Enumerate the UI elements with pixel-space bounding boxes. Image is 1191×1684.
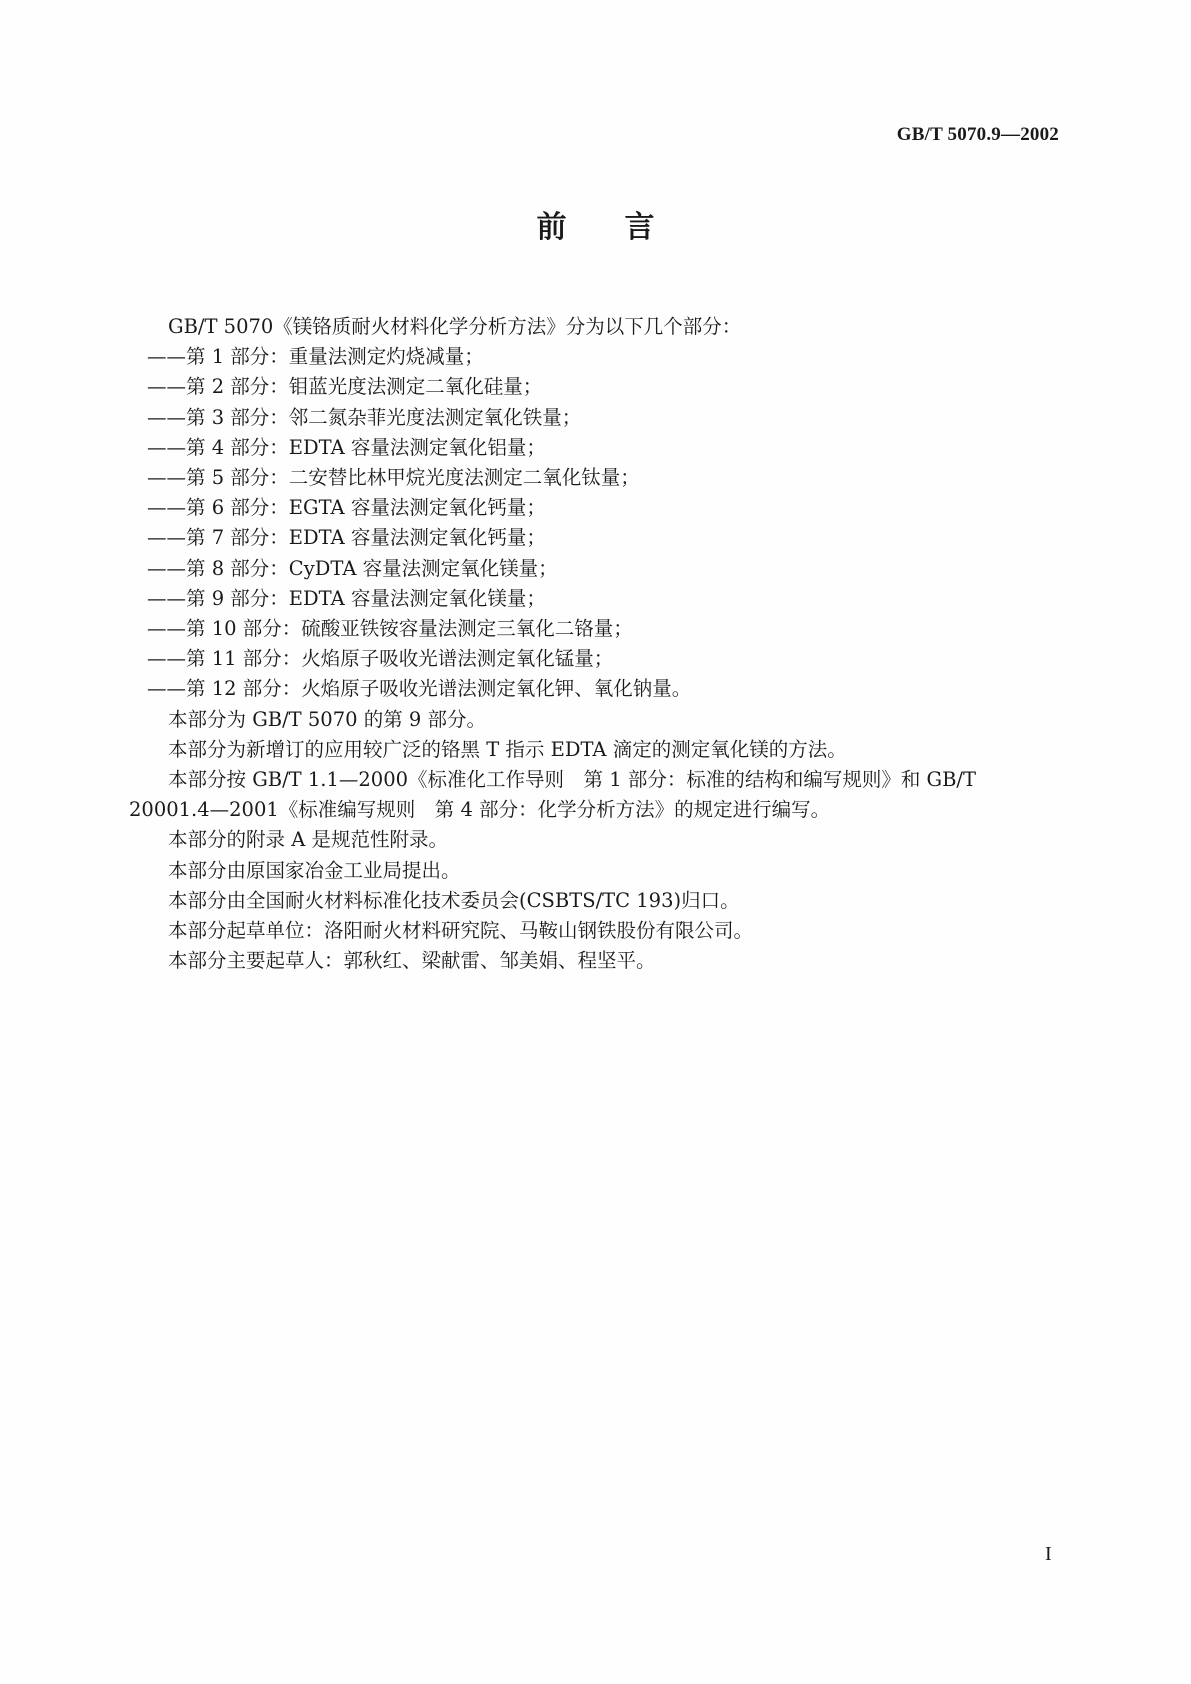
page-title: 前言 bbox=[536, 210, 713, 245]
list-item-part-8: ——第 8 部分：CyDTA 容量法测定氧化镁量； bbox=[147, 556, 558, 580]
list-item-part-4: ——第 4 部分：EDTA 容量法测定氧化铝量； bbox=[147, 435, 546, 459]
list-item-part-3: ——第 3 部分：邻二氮杂菲光度法测定氧化铁量； bbox=[147, 405, 582, 429]
paragraph-drafters: 本部分主要起草人：郭秋红、梁献雷、邹美娟、程坚平。 bbox=[168, 949, 656, 973]
list-item-part-10: ——第 10 部分：硫酸亚铁铵容量法测定三氧化二铬量； bbox=[147, 617, 633, 641]
paragraph-committee: 本部分由全国耐火材料标准化技术委员会(CSBTS/TC 193)归口。 bbox=[168, 888, 740, 912]
paragraph-annex: 本部分的附录 A 是规范性附录。 bbox=[168, 828, 448, 852]
list-item-part-11: ——第 11 部分：火焰原子吸收光谱法测定氧化锰量； bbox=[147, 647, 614, 671]
page-number: I bbox=[1045, 1543, 1052, 1565]
foreword-body bbox=[129, 312, 1048, 976]
standard-code: GB/T 5070.9—2002 bbox=[896, 124, 1059, 145]
list-item-part-12: ——第 12 部分：火焰原子吸收光谱法测定氧化钾、氧化钠量。 bbox=[147, 677, 692, 701]
paragraph-method-description: 本部分为新增订的应用较广泛的铬黑 T 指示 EDTA 滴定的测定氧化镁的方法。 bbox=[168, 737, 847, 761]
intro-paragraph: GB/T 5070《镁铬质耐火材料化学分析方法》分为以下几个部分： bbox=[168, 315, 742, 338]
paragraph-proposer: 本部分由原国家冶金工业局提出。 bbox=[168, 858, 461, 882]
list-item-part-5: ——第 5 部分：二安替比林甲烷光度法测定二氧化钛量； bbox=[147, 466, 640, 490]
list-item-part-7: ——第 7 部分：EDTA 容量法测定氧化钙量； bbox=[147, 526, 546, 550]
list-item-part-9: ——第 9 部分：EDTA 容量法测定氧化镁量； bbox=[147, 586, 546, 610]
list-item-part-1: ——第 1 部分：重量法测定灼烧减量； bbox=[147, 345, 484, 369]
list-item-part-6: ——第 6 部分：EGTA 容量法测定氧化钙量； bbox=[147, 496, 546, 520]
paragraph-part-number: 本部分为 GB/T 5070 的第 9 部分。 bbox=[168, 707, 487, 731]
paragraph-drafting-rules: 本部分按 GB/T 1.1—2000《标准化工作导则 第 1 部分：标准的结构和编写规则》和 GB/T 20001.4—2001《标准编写规则 第 4 部分：化学分析方法》的规定进行编写。 bbox=[129, 768, 977, 822]
paragraph-drafting-units: 本部分起草单位：洛阳耐火材料研究院、马鞍山钢铁股份有限公司。 bbox=[168, 919, 754, 943]
list-item-part-2: ——第 2 部分：钼蓝光度法测定二氧化硅量； bbox=[147, 375, 543, 399]
